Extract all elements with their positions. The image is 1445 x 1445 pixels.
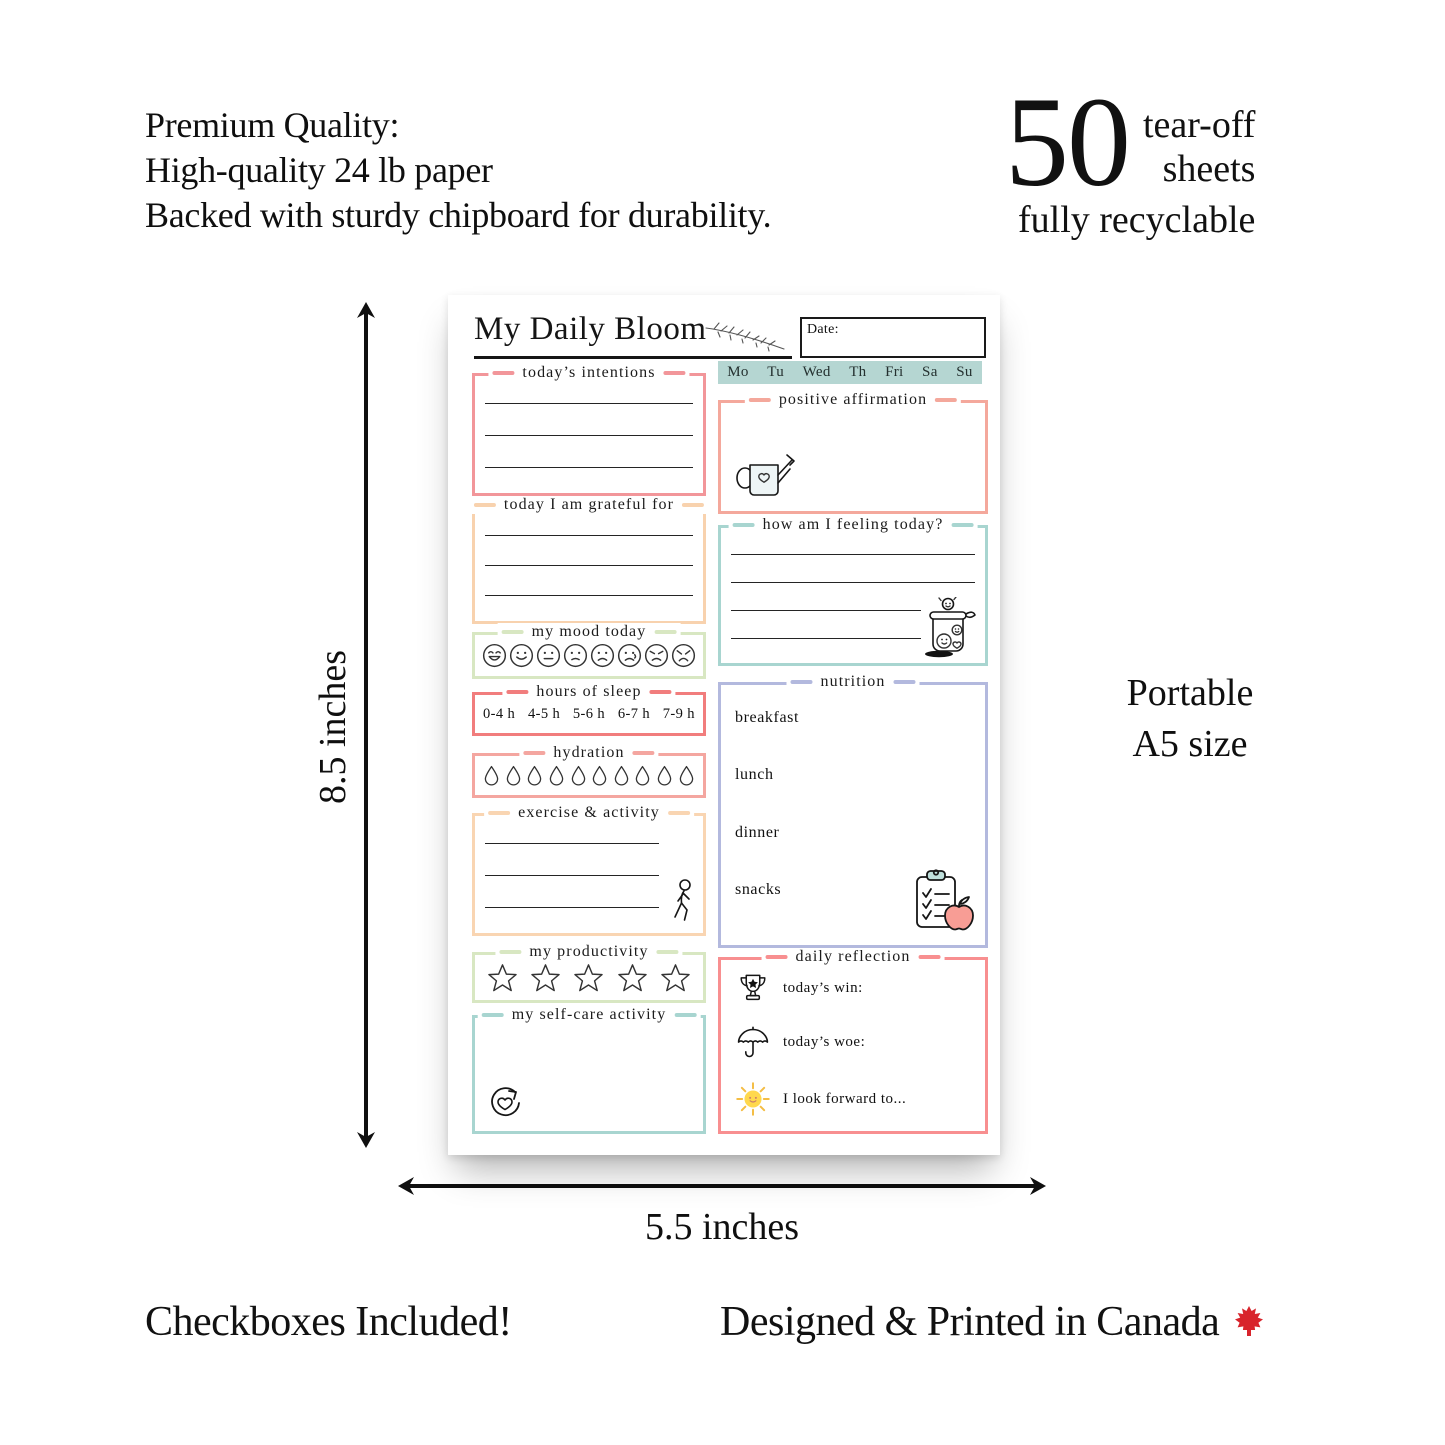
sleep-option: 5-6 h [572,705,606,722]
hydration-label: hydration [553,744,625,761]
legend-dash [951,523,973,527]
portable-line-2: A5 size [1132,723,1248,766]
water-drop-icon [679,765,694,786]
branch-icon [704,321,786,353]
meal-label-lunch: lunch [735,766,774,784]
legend-dash [790,680,812,684]
intentions-section [472,364,706,496]
mood-section [472,623,706,679]
weekday-su: Su [956,364,973,380]
write-line [485,403,693,404]
star-icon [617,963,648,992]
mood-faces-row [481,638,697,673]
sleep-option: 4-5 h [527,705,561,722]
legend-dash [488,811,510,815]
weekday-mo: Mo [727,364,749,380]
reflection-row [733,1081,975,1117]
affirmation-section [718,391,988,514]
reflection-row [733,1025,975,1061]
umbrella-icon [735,1025,771,1061]
mood-furious-icon [671,643,696,668]
legend-dash [682,503,704,507]
sheet-title: My Daily Bloom [474,311,707,347]
star-icon [487,963,518,992]
recyclable-text: fully recyclable [1018,199,1256,241]
width-label: 5.5 inches [644,1206,800,1248]
premium-line-2: High-quality 24 lb paper [145,150,493,190]
star-icon [530,963,561,992]
nutrition-label: nutrition [820,673,886,690]
write-line [485,907,659,908]
reflection-row [733,972,975,1004]
legend-dash [749,398,771,402]
write-lines [485,520,693,611]
weekday-sa: Sa [922,364,938,380]
reflection-section [718,948,988,1134]
water-drop-icon [592,765,607,786]
write-line [731,582,975,583]
mood-laughing-icon [482,643,507,668]
title-underline [474,356,792,359]
legend-dash [766,955,788,959]
date-label: Date: [807,322,839,337]
legend-dash [935,398,957,402]
made-in-caption: Designed & Printed in Canada [720,1299,1220,1345]
selfcare-label: my self-care activity [511,1006,667,1023]
feeling-label: how am I feeling today? [762,516,944,533]
height-label: 8.5 inches [312,649,354,805]
date-box [800,317,986,358]
water-drop-icon [635,765,650,786]
selfcare-section [472,1006,706,1134]
premium-quality-text [145,103,771,238]
legend-dash [894,680,916,684]
productivity-label: my productivity [529,943,649,960]
weekday-bar [718,361,982,384]
reflection-row-label: I look forward to... [783,1090,907,1107]
water-drop-icon [571,765,586,786]
write-line [485,467,693,468]
legend-dash [633,751,655,755]
hydration-drops-row [481,759,697,792]
water-drop-icon [506,765,521,786]
legend-dash [650,690,672,694]
hydration-section [472,744,706,798]
legend-dash [499,950,521,954]
write-line [485,843,659,844]
exercise-label: exercise & activity [518,804,660,821]
legend-dash [918,955,940,959]
legend-dash [664,371,686,375]
tear-off-text: tear-off [1143,104,1256,146]
legend-dash [523,751,545,755]
premium-line-3: Backed with sturdy chipboard for durability. [145,195,772,235]
productivity-stars-row [481,958,697,997]
sheet-count-block [1005,71,1256,213]
sleep-section [472,683,706,736]
water-drop-icon [484,765,499,786]
legend-dash [668,811,690,815]
mood-sad-icon [590,643,615,668]
sheets-text: sheets [1162,147,1256,190]
productivity-section [472,943,706,1003]
sleep-option: 6-7 h [617,705,651,722]
water-drop-icon [527,765,542,786]
trophy-icon [736,972,770,1004]
legend-dash [657,950,679,954]
reflection-row-label: today’s woe: [783,1034,866,1050]
reflection-label: daily reflection [795,948,911,965]
write-line [485,595,693,596]
star-icon [660,963,691,992]
selfcare-heart-cycle-icon [485,1083,525,1123]
grateful-section [472,496,706,624]
mood-neutral-icon [536,643,561,668]
portable-line-1: Portable [1126,672,1254,714]
legend-dash [482,1013,504,1017]
legend-dash [674,1013,696,1017]
nutrition-section [718,673,988,948]
reflection-rows [733,972,975,1117]
mood-label: my mood today [531,623,647,640]
write-line [485,875,659,876]
sleep-options-row [483,698,695,730]
weekday-fri: Fri [885,364,904,380]
write-line [485,535,693,536]
checkboxes-caption: Checkboxes Included! [145,1299,512,1345]
sheet-count: 50 [1005,71,1129,213]
feeling-section [718,516,988,666]
planner-sheet [448,295,1000,1155]
legend-dash [474,503,496,507]
reflection-row-label: today’s win: [783,979,863,996]
weekday-th: Th [849,364,867,380]
height-arrow [352,300,380,1150]
sleep-option: 7-9 h [662,705,695,722]
grateful-label: today I am grateful for [503,496,675,513]
affirmation-label: positive affirmation [778,391,928,408]
intentions-label: today’s intentions [522,364,656,381]
weekday-tu: Tu [767,364,785,380]
sun-icon [735,1081,771,1117]
legend-dash [506,690,528,694]
write-lines [485,388,693,483]
meal-label-dinner: dinner [735,823,780,841]
sleep-option: 0-4 h [483,705,516,722]
weekday-wed: Wed [802,364,831,380]
water-drop-icon [614,765,629,786]
nutrition-clipboard-apple-icon [909,869,975,935]
mood-angry-icon [644,643,669,668]
write-lines [485,828,659,923]
watering-can-icon [733,451,797,501]
write-line [485,435,693,436]
premium-line-1: Premium Quality: [145,105,400,145]
water-drop-icon [549,765,564,786]
write-line [485,565,693,566]
water-drop-icon [657,765,672,786]
mood-crying-icon [617,643,642,668]
feelings-jar-icon [921,597,979,659]
meal-label-breakfast: breakfast [735,709,800,726]
legend-dash [492,371,514,375]
mood-slightly-sad-icon [563,643,588,668]
sleep-label: hours of sleep [536,683,642,700]
legend-dash [733,523,755,527]
width-arrow [396,1172,1048,1200]
walking-person-icon [668,878,698,928]
portable-block [1080,668,1300,771]
exercise-section [472,804,706,936]
legend-dash [654,630,676,634]
maple-leaf-icon [1231,1304,1267,1340]
meal-label-snacks: snacks [735,880,782,898]
write-line [731,554,975,555]
star-icon [573,963,604,992]
mood-happy-icon [509,643,534,668]
legend-dash [502,630,524,634]
made-in-caption-block [720,1298,1267,1346]
